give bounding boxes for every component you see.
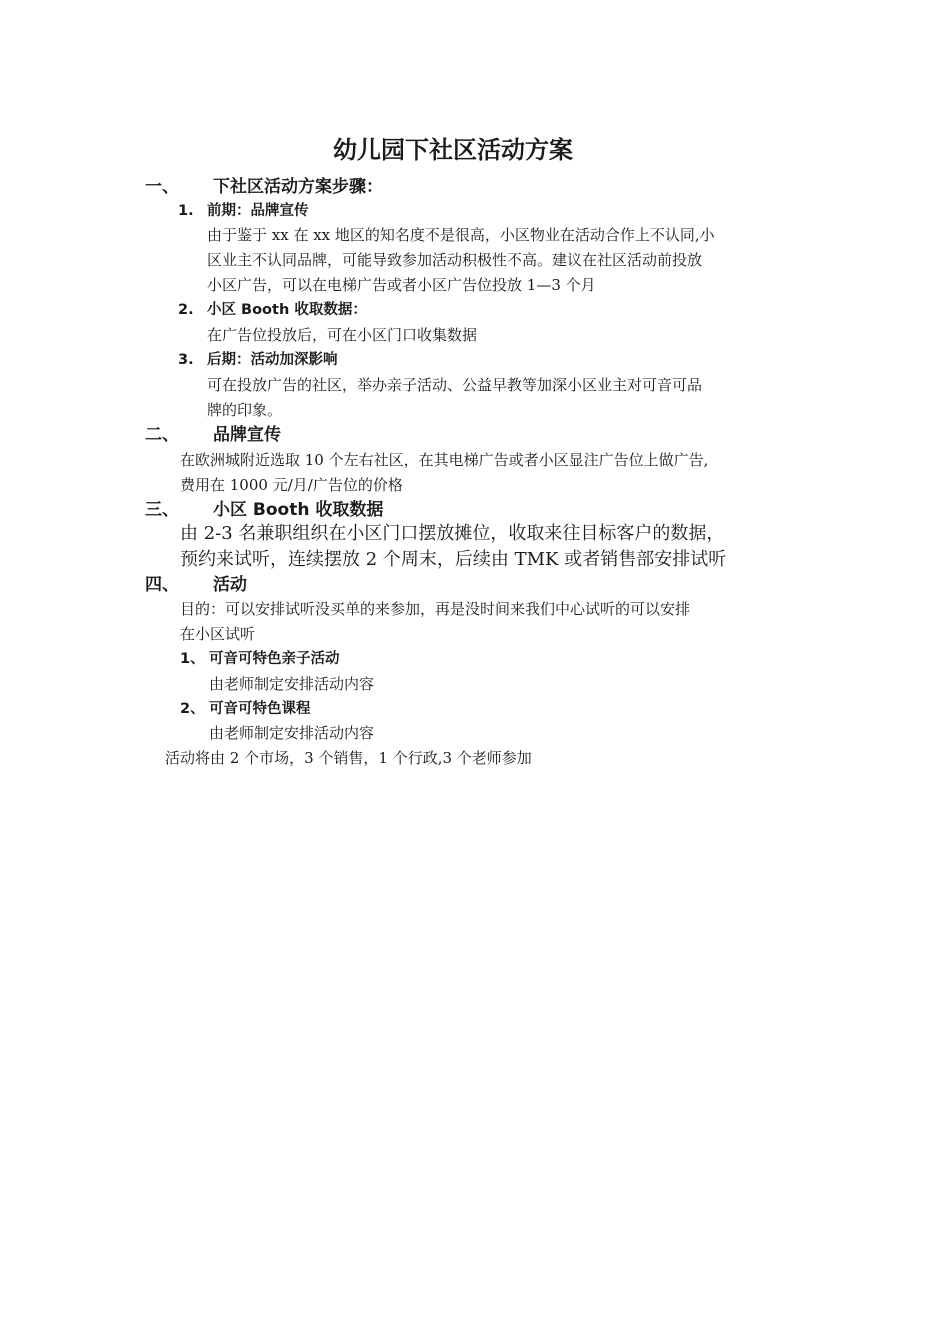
activity-number: 2、: [180, 701, 205, 717]
step-3-line-2: 牌的印象。: [207, 401, 283, 419]
section-number: 三、: [145, 500, 179, 520]
activity-heading-2: [180, 697, 311, 721]
document-title: 幼儿园下社区活动方案: [333, 136, 573, 164]
brand-line-2: 费用在 1000 元/月/广告位的价格: [180, 476, 403, 494]
section-number: 一、: [145, 177, 179, 197]
booth-line-1: 由 2-3 名兼职组织在小区门口摆放摊位，收取来往目标客户的数据，: [180, 523, 725, 544]
section-title: 小区 Booth 收取数据: [213, 500, 384, 520]
section-title: 下社区活动方案步骤：: [213, 177, 383, 197]
step-1-line-1: 由于鉴于 xx 在 xx 地区的知名度不是很高，小区物业在活动合作上不认同,小: [207, 226, 715, 244]
activity-2-desc: 由老师制定安排活动内容: [209, 724, 375, 742]
step-number: 2.: [178, 302, 194, 318]
section-title: 品牌宣传: [213, 425, 281, 445]
step-1-line-2: 区业主不认同品牌，可能导致参加活动积极性不高。建议在社区活动前投放: [207, 251, 703, 269]
section-heading-4: [145, 573, 247, 597]
step-2-line-1: 在广告位投放后，可在小区门口收集数据: [207, 326, 478, 344]
section-number: 二、: [145, 425, 179, 445]
section-title: 活动: [213, 575, 247, 595]
step-3-line-1: 可在投放广告的社区，举办亲子活动、公益早教等加深小区业主对可音可品: [207, 376, 703, 394]
step-title: 前期：品牌宣传: [207, 203, 309, 219]
step-heading-1: [178, 199, 309, 223]
step-title: 小区 Booth 收取数据：: [207, 302, 367, 318]
activity-1-desc: 由老师制定安排活动内容: [209, 675, 375, 693]
step-number: 3.: [178, 352, 194, 368]
activity-purpose-line-1: 目的：可以安排试听没买单的来参加，再是没时间来我们中心试听的可以安排: [180, 600, 691, 618]
activity-heading-1: [180, 647, 340, 671]
step-heading-3: [178, 348, 338, 372]
booth-line-2: 预约来试听，连续摆放 2 个周末，后续由 TMK 或者销售部安排试听: [180, 549, 727, 570]
section-heading-1: [145, 175, 383, 199]
step-heading-2: [178, 298, 367, 322]
section-number: 四、: [145, 575, 179, 595]
step-title: 后期：活动加深影响: [207, 352, 338, 368]
activity-number: 1、: [180, 651, 205, 667]
activity-purpose-line-2: 在小区试听: [180, 625, 256, 643]
section-heading-3: [145, 498, 383, 522]
closing-line: 活动将由 2 个市场，3 个销售，1 个行政,3 个老师参加: [165, 749, 532, 767]
section-heading-2: [145, 423, 281, 447]
activity-title: 可音可特色课程: [209, 701, 311, 717]
activity-title: 可音可特色亲子活动: [209, 651, 340, 667]
step-1-line-3: 小区广告，可以在电梯广告或者小区广告位投放 1—3 个月: [207, 276, 596, 294]
brand-line-1: 在欧洲城附近选取 10 个左右社区，在其电梯广告或者小区显注广告位上做广告,: [180, 451, 709, 469]
step-number: 1.: [178, 203, 194, 219]
